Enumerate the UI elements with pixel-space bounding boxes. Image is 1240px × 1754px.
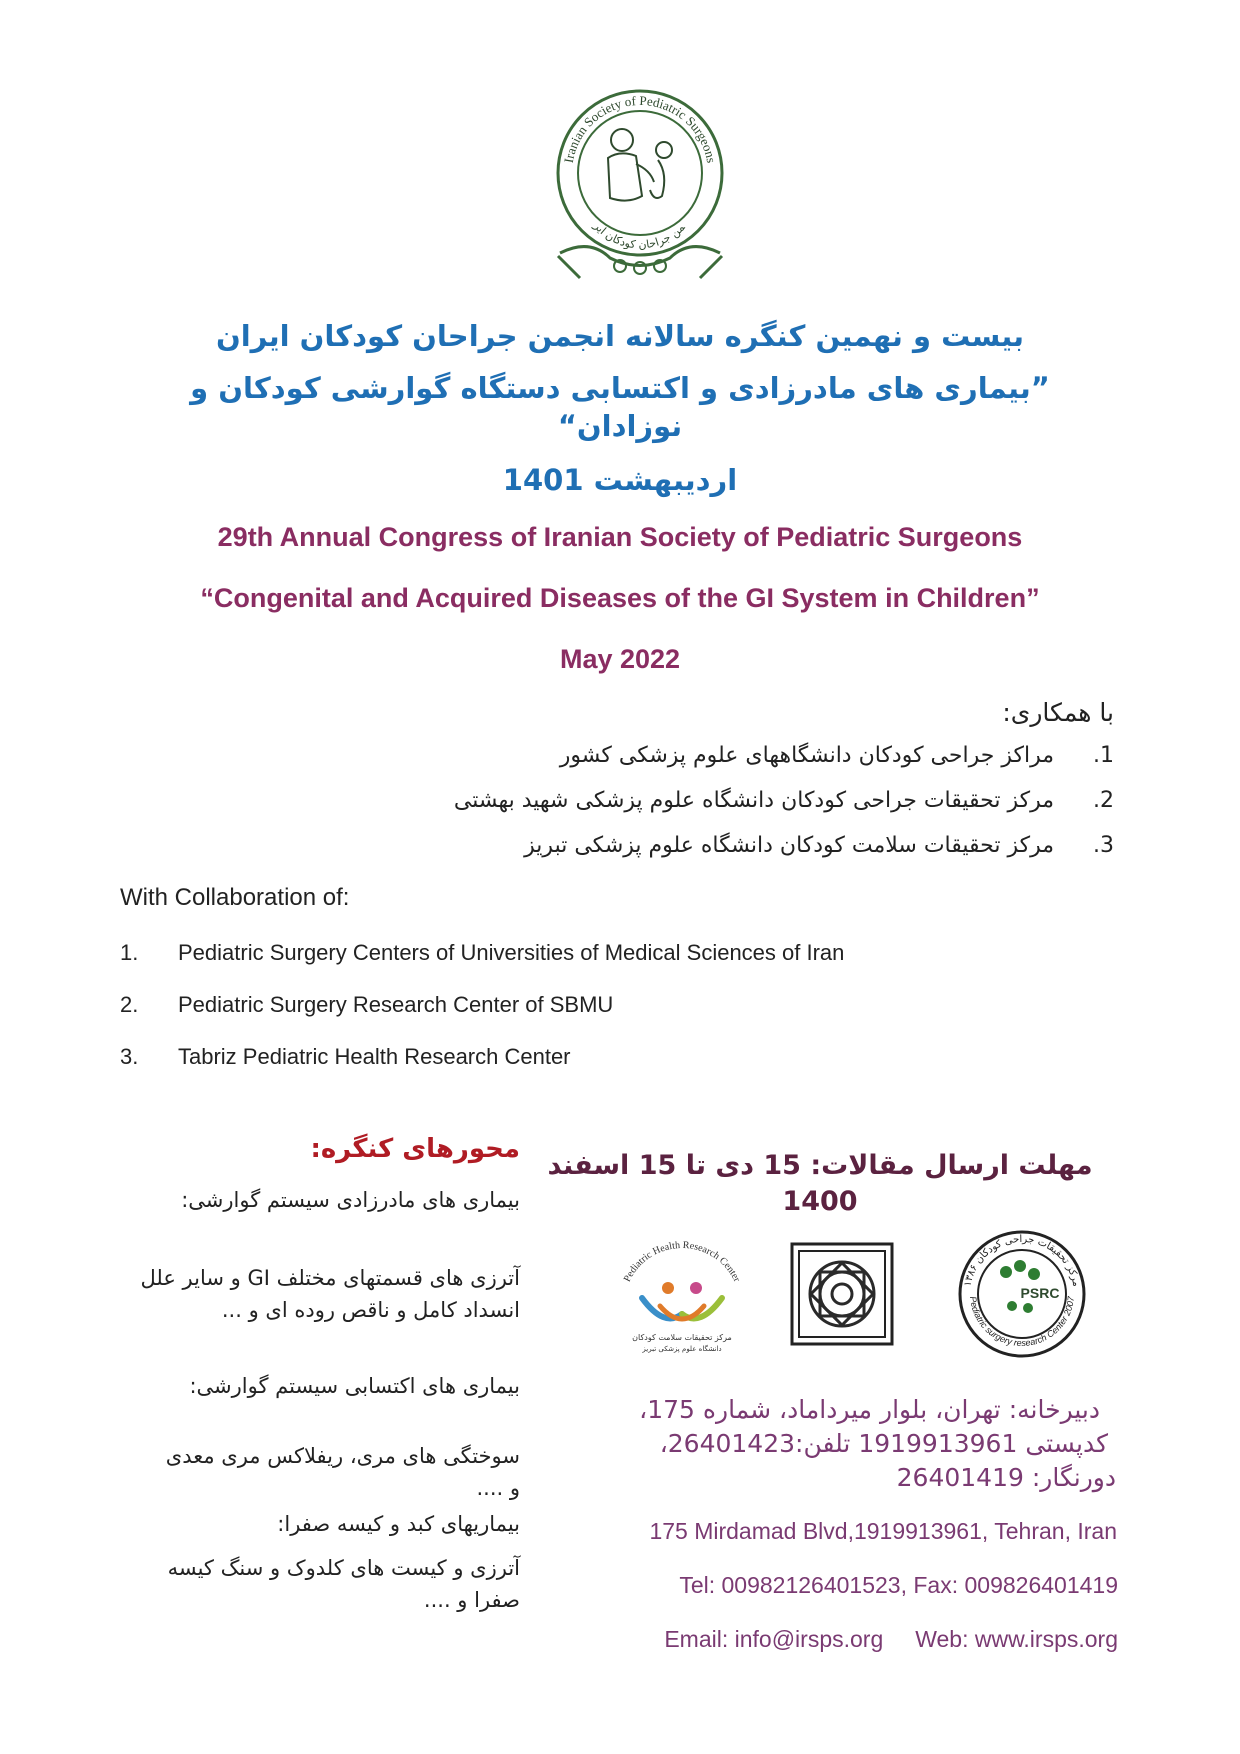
collab-fa-heading: با همکاری: [1002,698,1114,727]
psrc-logo [954,1226,1090,1362]
svg-text:مرکز تحقیقات جراحی کودکان ۱۳۸۶: مرکز تحقیقات جراحی کودکان ۱۳۸۶ [962,1233,1082,1288]
collab-en-text: Tabriz Pediatric Health Research Center [178,1044,571,1069]
address-fa-line3: دورنگار: 26401419 [896,1463,1116,1492]
collab-fa-num: .3 [1093,833,1114,858]
society-logo [550,78,730,288]
collab-en-heading: With Collaboration of: [120,884,350,911]
address-en-line2: Tel: 00982126401523, Fax: 009826401419 [679,1572,1118,1598]
collab-en-text: Pediatric Surgery Centers of Universities of Medical Sciences of Iran [178,940,845,965]
topics-heading: محورهای کنگره: [310,1134,520,1164]
collab-en-item [120,992,1020,1022]
collab-en-item [120,1044,1020,1074]
title-fa-line3: نوزادان“ [557,409,683,443]
topic-item: بیماریهای کبد و کیسه صفرا: [277,1512,520,1536]
address-en-line1: 175 Mirdamad Blvd,1919913961, Tehran, Iran [649,1518,1117,1544]
title-fa-date: اردیبهشت 1401 [502,463,738,497]
deadline-line2: 1400 [782,1186,858,1217]
title-en-line1: 29th Annual Congress of Iranian Society of Pediatric Surgeons [217,522,1023,552]
collab-fa-item [214,743,1114,773]
topic-item: آترزی و کیست های کلدوک و سنگ کیسه صفرا و .... [167,1556,520,1612]
svg-text:انجمن جراحان کودکان ایران: من جراحان کودکان ایر [591,219,688,252]
address-fa-line1: دبیرخانه: تهران، بلوار میرداماد، شماره 175، [639,1395,1100,1424]
svg-text:دانشگاه علوم پزشکی تبریز: دانشگاه علوم پزشکی تبریز [642,1345,722,1353]
collab-fa-item [214,788,1114,818]
collab-fa-item [214,833,1114,863]
collab-en-num: 3. [120,1044,139,1069]
collab-en-num: 2. [120,992,139,1017]
topic-item: بیماری های مادرزادی سیستم گوارشی: [181,1188,520,1212]
university-emblem [790,1242,894,1346]
title-en-line2: “Congenital and Acquired Diseases of the GI System in Children” [200,583,1040,613]
collab-fa-text: مرکز تحقیقات سلامت کودکان دانشگاه علوم پزشکی تبریز [524,833,1054,858]
svg-text:Pediatric surgery research Cen: Pediatric surgery research Center 2007 [968,1295,1076,1349]
svg-text:Iranian Society of Pediatric S: Iranian Society of Pediatric Surgeons [560,92,720,165]
collab-en-text: Pediatric Surgery Research Center of SBMU [178,992,614,1017]
deadline [540,1148,1100,1220]
collab-fa-num: .1 [1093,743,1114,768]
svg-text:مرکز تحقیقات سلامت کودکان: مرکز تحقیقات سلامت کودکان [632,1333,732,1342]
title-en-date: May 2022 [559,644,681,674]
title-fa-line2: ”بیماری های مادرزادی و اکتسابی دستگاه گوارشی کودکان و [190,371,1050,405]
topic-item: آترزی های قسمتهای مختلف GI و سایر علل انسداد کامل و ناقص روده ای و ... [140,1266,520,1322]
collab-fa-text: مراکز جراحی کودکان دانشگاههای علوم پزشکی کشور [559,743,1054,768]
health-center-logo [612,1236,752,1356]
address-en-line3: Email: info@irsps.org Web: www.irsps.org [664,1626,1118,1652]
collab-fa-num: .2 [1093,788,1114,813]
svg-text:PSRC: PSRC [1020,1285,1060,1301]
address-fa-line2: کدپستی 1919913961 تلفن:26401423، [659,1429,1108,1458]
topic-item: بیماری های اکتسابی سیستم گوارشی: [189,1374,520,1398]
svg-text:Pediatric Health Research Cent: Pediatric Health Research Center [621,1239,743,1284]
title-fa-line1: بیست و نهمین کنگره سالانه انجمن جراحان کودکان ایران [215,319,1025,353]
collab-en-num: 1. [120,940,139,965]
collab-fa-text: مرکز تحقیقات جراحی کودکان دانشگاه علوم پزشکی شهید بهشتی [453,788,1054,813]
deadline-line1: مهلت ارسال مقالات: 15 دی تا 15 اسفند [547,1150,1093,1181]
collab-en-item [120,940,1020,970]
topic-item: سوختگی های مری، ریفلاکس مری معدی و .... [165,1444,520,1500]
